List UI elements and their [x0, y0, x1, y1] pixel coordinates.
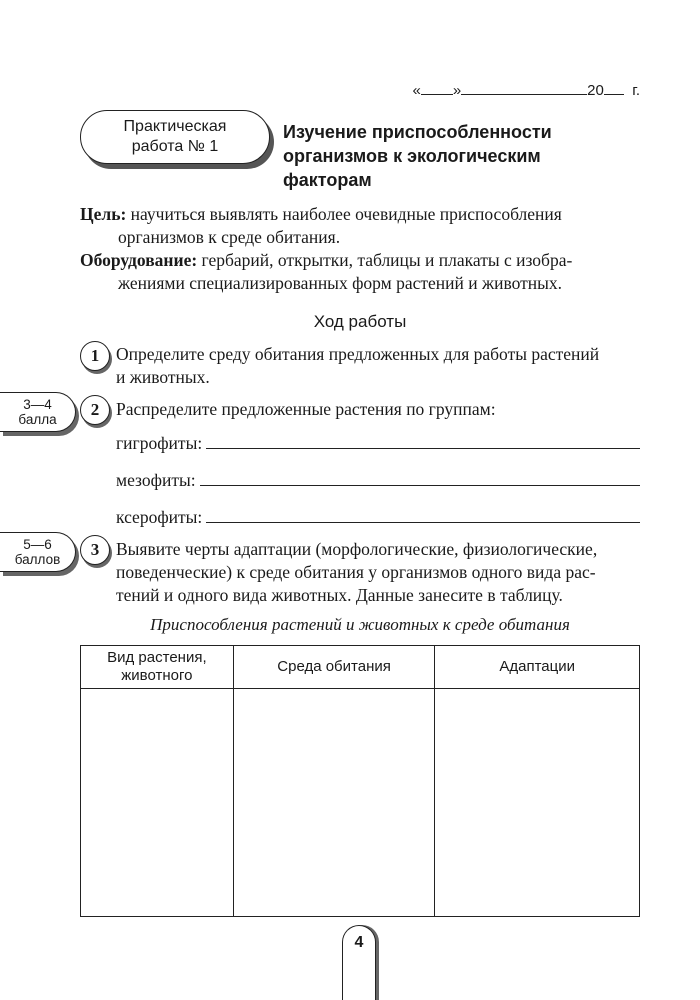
title-line-1: Изучение приспособленности	[283, 122, 552, 142]
points-range: 3—4	[23, 397, 52, 412]
progress-title: Ход работы	[313, 312, 407, 331]
points-unit: баллов	[14, 552, 61, 567]
table-row	[81, 689, 640, 917]
task-3-line-3: тений и одного вида животных. Данные занесите в таблицу.	[116, 585, 563, 605]
task-2-text: Распределите предложенные растения по группам:	[116, 399, 496, 419]
fill-row-hygrophytes	[116, 432, 640, 454]
equipment-paragraph	[80, 249, 640, 295]
date-line	[412, 80, 640, 99]
work-title	[283, 120, 613, 192]
equipment-label: Оборудование:	[80, 250, 198, 270]
month-blank[interactable]	[461, 80, 587, 95]
mesophytes-label: мезофиты:	[116, 470, 196, 490]
work-badge	[80, 110, 270, 164]
table-caption: Приспособления растений и животных к среде обитания	[150, 615, 570, 634]
header-habitat: Среда обитания	[233, 646, 435, 689]
title-line-3: факторам	[283, 170, 372, 190]
year-prefix: 20	[587, 82, 604, 99]
adaptations-table	[80, 645, 640, 917]
points-range: 5—6	[23, 537, 52, 552]
day-blank[interactable]	[421, 80, 453, 95]
task-3-text	[116, 538, 640, 607]
mesophytes-answer-line[interactable]	[200, 469, 640, 486]
points-unit: балла	[18, 412, 57, 427]
adaptations-cell[interactable]	[435, 689, 640, 917]
equipment-line-2: жениями специализированных форм растений и животных.	[118, 273, 563, 293]
goal-line-2: организмов к среде обитания.	[118, 227, 341, 247]
species-cell[interactable]	[81, 689, 234, 917]
date-open-quote: «	[412, 82, 421, 99]
task-3-points-tag	[0, 532, 76, 572]
task-1-line-1: Определите среду обитания предложенных для работы растений	[116, 344, 600, 364]
task-3-line-1: Выявите черты адаптации (морфологические, физиологические,	[116, 539, 598, 559]
fill-row-mesophytes	[116, 469, 640, 491]
hygrophytes-answer-line[interactable]	[206, 432, 640, 449]
task-2-points-tag	[0, 392, 76, 432]
task-1-line-2: и животных.	[116, 367, 210, 387]
goal-label: Цель:	[80, 204, 127, 224]
table-header-row	[81, 646, 640, 689]
habitat-cell[interactable]	[233, 689, 435, 917]
page-number: 4	[342, 925, 376, 1000]
header-adaptations: Адаптации	[435, 646, 640, 689]
task-number-2: 2	[80, 395, 110, 425]
fill-row-xerophytes	[116, 506, 640, 528]
header-species: Вид растения, животного	[81, 646, 234, 689]
year-suffix: г.	[632, 82, 640, 99]
year-blank[interactable]	[604, 80, 624, 95]
badge-line-1: Практическая	[123, 118, 227, 135]
badge-line-2: работа № 1	[131, 138, 219, 155]
goal-line-1: научиться выявлять наиболее очевидные приспособления	[130, 204, 562, 224]
task-3-line-2: поведенческие) к среде обитания у организмов одного вида рас-	[116, 562, 596, 582]
task-1-text	[116, 343, 640, 389]
goal-paragraph	[80, 203, 640, 249]
title-line-2: организмов к экологическим	[283, 146, 541, 166]
equipment-line-1: гербарий, открытки, таблицы и плакаты с изобра-	[201, 250, 573, 270]
hygrophytes-label: гигрофиты:	[116, 433, 203, 453]
task-number-1: 1	[80, 341, 110, 371]
task-number-3: 3	[80, 535, 110, 565]
xerophytes-answer-line[interactable]	[206, 506, 640, 523]
date-close-quote: »	[452, 82, 462, 99]
xerophytes-label: ксерофиты:	[116, 507, 203, 527]
